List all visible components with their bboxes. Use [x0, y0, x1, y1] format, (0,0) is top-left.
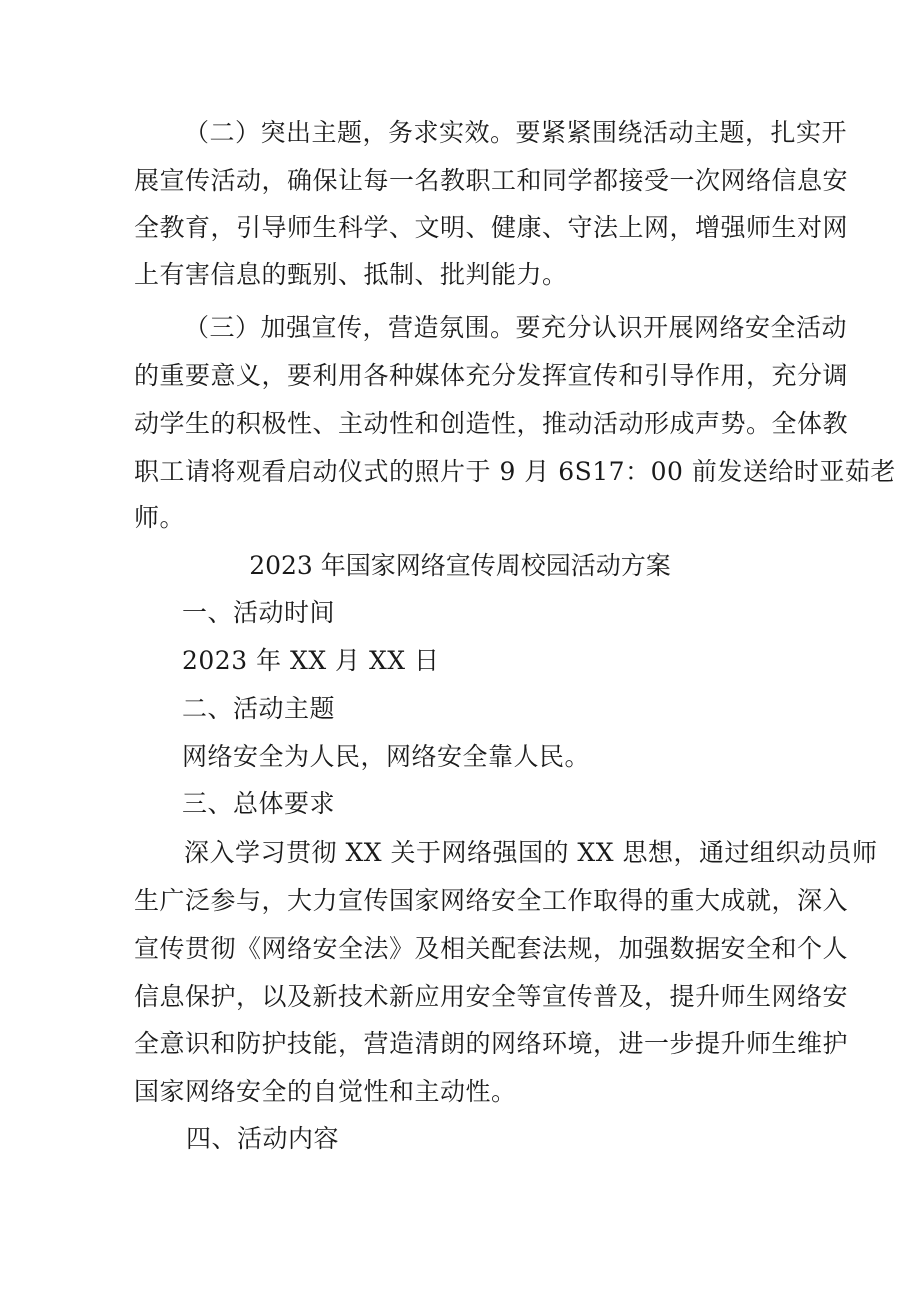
paragraph-line: 全教育，引导师生科学、文明、健康、守法上网，增强师生对网 [134, 213, 849, 242]
paragraph-line: 上有害信息的甄别、抵制、批判能力。 [134, 260, 568, 289]
paragraph-line: 动学生的积极性、主动性和创造性，推动活动形成声势。全体教 [134, 409, 849, 438]
paragraph-line: 的重要意义，要利用各种媒体充分发挥宣传和引导作用，充分调 [134, 361, 849, 390]
section-heading: 三、总体要求 [182, 789, 336, 818]
section-heading: 一、活动时间 [182, 598, 336, 627]
paragraph-line: 展宣传活动，确保让每一名教职工和同学都接受一次网络信息安 [134, 166, 849, 195]
paragraph-line: 宣传贯彻《网络安全法》及相关配套法规，加强数据安全和个人 [134, 934, 849, 963]
section-body: 2023 年 XX 月 XX 日 [182, 646, 440, 675]
section-heading: 二、活动主题 [182, 694, 336, 723]
paragraph-line: （二）突出主题，务求实效。要紧紧围绕活动主题，扎实开 [184, 118, 848, 147]
paragraph-line: 全意识和防护技能，营造清朗的网络环境，进一步提升师生维护 [134, 1029, 849, 1058]
paragraph-line: 深入学习贯彻 XX 关于网络强国的 XX 思想，通过组织动员师 [184, 838, 878, 867]
paragraph-line: 信息保护，以及新技术新应用安全等宣传普及，提升师生网络安 [134, 982, 849, 1011]
section-body: 网络安全为人民，网络安全靠人民。 [182, 742, 591, 771]
paragraph-line: 职工请将观看启动仪式的照片于 9 月 6S17：00 前发送给时亚茹老 [134, 457, 896, 486]
section-heading: 四、活动内容 [186, 1124, 340, 1153]
paragraph-line: 国家网络安全的自觉性和主动性。 [134, 1077, 517, 1106]
document-title: 2023 年国家网络宣传周校园活动方案 [249, 551, 671, 580]
paragraph-line: （三）加强宣传，营造氛围。要充分认识开展网络安全活动 [184, 313, 848, 342]
paragraph-line: 师。 [134, 503, 186, 532]
paragraph-line: 生广泛参与，大力宣传国家网络安全工作取得的重大成就，深入 [134, 886, 849, 915]
